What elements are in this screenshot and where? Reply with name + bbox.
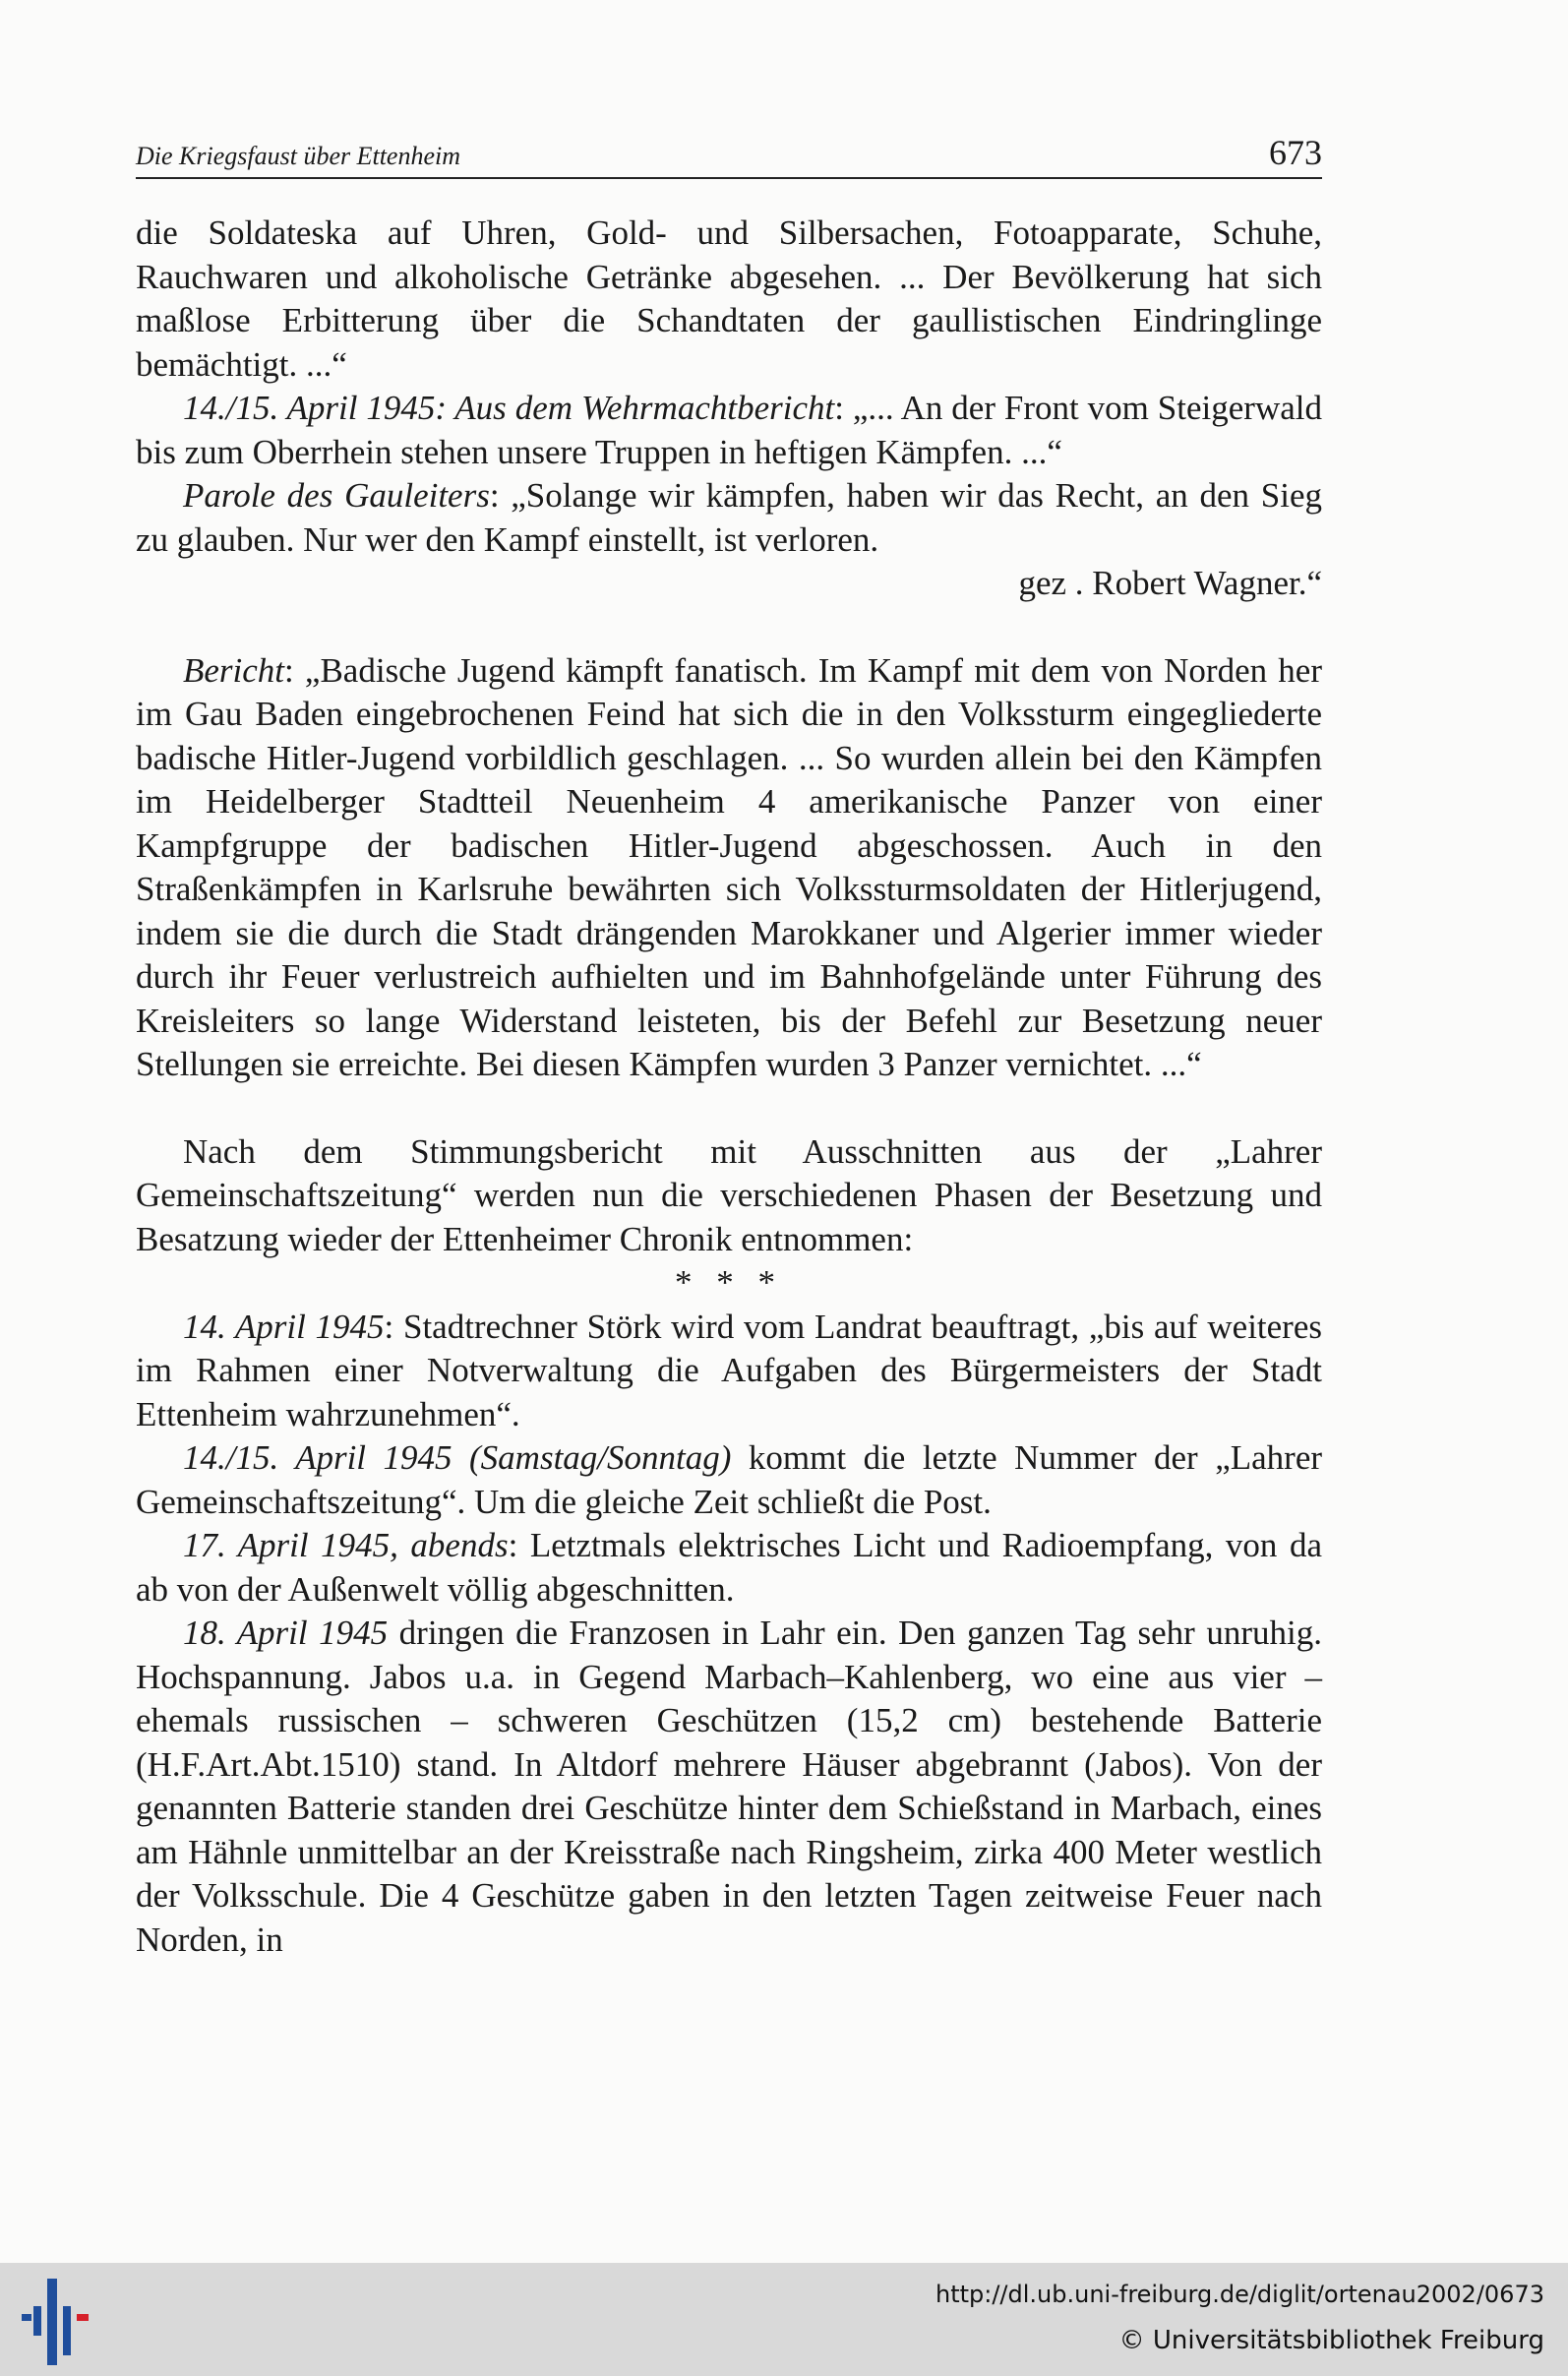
paragraph-5: Nach dem Stimmungsbericht mit Ausschnitten aus der „Lahrer Gemeinschaftszeitung“ werden nun die verschiedenen Phasen der Besetzung und Besatzung wieder der Ettenheimer Chronik entnommen: [136,1131,1322,1258]
paragraph-3 [136,474,1322,562]
ub-freiburg-logo-icon[interactable] [20,2277,98,2367]
running-title: Die Kriegsfaust über Ettenheim [136,142,461,170]
copyright-notice: © Universitätsbibliothek Freiburg [1118,2326,1544,2355]
paragraph-8 [136,1524,1322,1612]
paragraph-9-lead: 18. April 1945 [183,1614,389,1652]
paragraph-4-text: : „Badische Jugend kämpft fanatisch. Im Kampf mit dem von Norden her im Gau Baden eingebrochenen Feind hat sich die in den Volkssturm eingegliederte badische Hitler-Jugend vorbildlich geschlagen. ... So wurden allein bei den Kämpfen im Heidelberger Stadtteil Neuenheim 4 amerikanische Panzer von einer Kampfgruppe der badischen Hitler-Jugend abgeschossen. Auch in den Straßenkämpfen in Karlsruhe bewährten sich Volkssturmsoldaten der Hitlerjugend, indem sie die durch die Stadt drängenden Marokkaner und Algerier immer wieder durch ihr Feuer verlustreich aufhielten und im Bahnhofgelände unter Führung des Kreisleiters so lange Widerstand leisteten, bis der Befehl zur Besetzung neuer Stellungen sie erreichte. Bei diesen Kämpfen wurden 3 Panzer vernichtet. ...“ [136,650,1322,1083]
paragraph-3-lead: Parole des Gauleiters [183,476,490,515]
paragraph-7-lead: 14./15. April 1945 (Samstag/Sonntag) [183,1438,732,1477]
page-number: 673 [1269,133,1322,172]
spacer [136,606,1322,649]
paragraph-3-text: : „Solange wir kämpfen, haben wir das Recht, an den Sieg zu glauben. Nur wer den Kampf einstellt, ist verloren. [136,476,1323,559]
paragraph-2-text: : „... An der Front vom Steigerwald bis zum Oberrhein stehen unsere Truppen in heftigen Kämpfen. ...“ [136,389,1322,471]
paragraph-1: die Soldateska auf Uhren, Gold- und Silbersachen, Fotoapparate, Schuhe, Rauchwaren und alkoholische Getränke abgesehen. ... Der Bevölkerung hat sich maßlose Erbitterung über die Schandtaten der gaullistischen Eindringlinge bemächtigt. ...“ [136,213,1322,384]
paragraph-9-text: dringen die Franzosen in Lahr ein. Den ganzen Tag sehr unruhig. Hochspannung. Jabos u.a. in Gegend Marbach–Kahlenberg, wo eine aus vier – ehemals russischen – schweren Geschützen (15,2 cm) bestehende Batterie (H.F.Art.Abt.1510) stand. In Altdorf mehrere Häuser abgebrannt (Jabos). Von der genannten Batterie standen drei Geschütze hinter dem Schießstand in Marbach, eines am Hähnle unmittelbar an der Kreisstraße nach Ringsheim, zirka 400 Meter westlich der Volksschule. Die 4 Geschütze gaben in den letzten Tagen zeitweise Feuer nach Norden, in [136,1614,1322,1959]
paragraph-6-lead: 14. April 1945 [183,1307,385,1346]
section-separator: * * * [675,1263,783,1302]
source-url-link[interactable]: http://dl.ub.uni-freiburg.de/diglit/ortenau2002/0673 [935,2281,1544,2308]
paragraph-8-text: : Letztmals elektrisches Licht und Radioempfang, von da ab von der Außenwelt völlig abgeschnitten. [136,1526,1322,1609]
paragraph-7-text: kommt die letzte Nummer der „Lahrer Gemeinschaftszeitung“. Um die gleiche Zeit schließt die Post. [136,1438,1323,1521]
spacer [136,1087,1322,1130]
paragraph-4-lead: Bericht [183,650,285,690]
paragraph-9 [136,1612,1322,1962]
paragraph-6-text: : Stadtrechner Störk wird vom Landrat beauftragt, „bis auf weiteres im Rahmen einer Notverwaltung die Aufgaben des Bürgermeisters der Stadt Ettenheim wahrzunehmen“. [136,1307,1322,1433]
paragraph-8-lead: 17. April 1945, abends [183,1526,509,1564]
signature-line: gez . Robert Wagner.“ [1018,564,1322,602]
paragraph-2-lead: 14./15. April 1945: Aus dem Wehrmachtbericht [183,389,835,427]
page-header [136,126,1322,179]
paragraph-7 [136,1436,1322,1524]
viewer-footer [0,2263,1568,2376]
paragraph-2 [136,387,1322,474]
paragraph-6 [136,1306,1322,1437]
page-body [136,212,1322,1962]
paragraph-4 [136,649,1322,1087]
